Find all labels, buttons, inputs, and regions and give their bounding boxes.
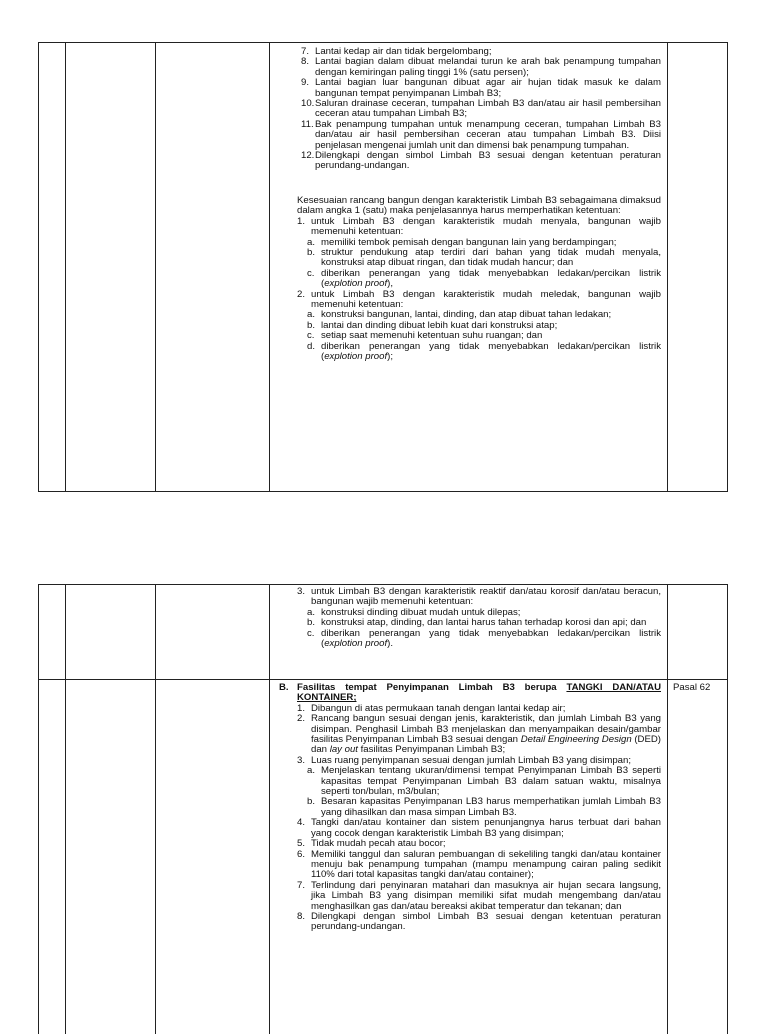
column-divider	[155, 43, 156, 491]
section-3-cell	[297, 587, 661, 649]
sub-item: a. konstruksi bangunan, lantai, dinding, dan atap dibuat tahan ledakan;	[307, 309, 612, 321]
sub-item: b. Besaran kapasitas Penyimpanan LB3 harus memperhatikan jumlah Limbah B3 yang dihasilkan dan masa simpan Limbah B3.	[307, 796, 661, 818]
sub-item: a. konstruksi dinding dibuat mudah untuk dilepas;	[307, 606, 521, 618]
column-divider	[65, 585, 66, 1034]
table-page-2	[38, 584, 728, 1034]
column-divider	[269, 585, 270, 1034]
sub-item: b. struktur pendukung atap terdiri dari bahan yang tidak mudah menyala, konstruksi atap dibuat ringan, dan tidak mudah hancur; dan	[307, 246, 661, 269]
section-3: 3. untuk Limbah B3 dengan karakteristik reaktif dan/atau korosif dan/atau beracun, bangunan wajib memenuhi ketentuan:	[297, 586, 661, 608]
list-item: 1. Dibangun di atas permukaan tanah dengan lantai kedap air;	[297, 702, 566, 714]
sub-item: a. memiliki tembok pemisah dengan bangunan lain yang berdampingan;	[307, 236, 617, 248]
list-item: 12. Dilengkapi dengan simbol Limbah B3 sesuai dengan ketentuan peraturan perundang-undangan.	[301, 150, 661, 172]
section-2: 2. untuk Limbah B3 dengan karakteristik mudah meledak, bangunan wajib memenuhi ketentuan:	[297, 288, 661, 310]
section-2-subitems	[297, 310, 661, 362]
sub-item: b. lantai dan dinding dibuat lebih kuat dari konstruksi atap;	[307, 319, 558, 331]
list-item: 8. Lantai bagian dalam dibuat melandai turun ke arah bak penampung tumpahan dengan kemiringan paling tinggi 1% (satu persen);	[301, 56, 661, 78]
column-divider	[155, 585, 156, 1034]
list-item: 9. Lantai bagian luar bangunan dibuat agar air hujan tidak masuk ke dalam bangunan tempat penyimpanan Limbah B3;	[301, 77, 661, 99]
intro-paragraph: Kesesuaian rancang bangun dengan karakteristik Limbah B3 sebagaimana dimaksud dalam angka 1 (satu) maka penjelasannya harus memperhatikan ketentuan:	[297, 194, 661, 217]
sub-item: c. setiap saat memenuhi ketentuan suhu ruangan; dan	[307, 330, 543, 342]
sub-item: a. Menjelaskan tentang ukuran/dimensi tempat Penyimpanan Limbah B3 seperti kapasitas tempat Penyimpanan Limbah B3 dalam satuan waktu, misalnya seperti ton/bulan, m3/bulan;	[307, 765, 661, 798]
list-items-7-12	[297, 47, 661, 172]
list-item: 6. Memiliki tanggul dan saluran pembuangan di sekeliling tangki dan/atau kontainer menuju bak penampung tumpahan (mampu menampung cairan paling sedikit 110% dari total kapasitas tangki dan/atau container);	[297, 848, 661, 881]
requirements-cell	[297, 47, 661, 362]
list-item: 3. Luas ruang penyimpanan sesuai dengan jumlah Limbah B3 yang disimpan;	[297, 754, 632, 766]
list-item: 10. Saluran drainase ceceran, tumpahan Limbah B3 dan/atau air hasil pembersihan ceceran atau tumpahan Limbah B3;	[301, 98, 661, 120]
section-b-cell	[279, 683, 661, 933]
column-divider	[65, 43, 66, 491]
section-1: 1. untuk Limbah B3 dengan karakteristik mudah menyala, bangunan wajib memenuhi ketentuan:	[297, 215, 661, 238]
column-divider	[667, 43, 668, 491]
list-item: 2. Rancang bangun sesuai dengan jenis, karakteristik, dan jumlah Limbah B3 yang disimpan. Penghasil Limbah B3 menjelaskan dan menyampaikan desain/gambar fasilitas Penyimpanan Limbah B3 sesuai dengan Detail Engineering Design (DED) dan lay out fasilitas Penyimpanan Limbah B3;	[297, 713, 661, 756]
section-b-heading: B. Fasilitas tempat Penyimpanan Limbah B3 berupa TANGKI DAN/ATAU KONTAINER;	[279, 682, 661, 704]
list-item: 8. Dilengkapi dengan simbol Limbah B3 sesuai dengan ketentuan peraturan perundang-undangan.	[297, 910, 661, 933]
column-divider	[269, 43, 270, 491]
column-divider	[667, 585, 668, 1034]
section-1-subitems	[297, 238, 661, 290]
list-item: 7. Lantai kedap air dan tidak bergelombang;	[301, 46, 492, 57]
table-page-1	[38, 42, 728, 492]
sub-item: d. diberikan penerangan yang tidak menyebabkan ledakan/percikan listrik (explotion proof);	[307, 340, 661, 362]
list-item: 5. Tidak mudah pecah atau bocor;	[297, 838, 446, 850]
list-item: 4. Tangki dan/atau kontainer dan sistem penunjangnya harus terbuat dari bahan yang cocok dengan karakteristik Limbah B3 yang disimpan;	[297, 817, 661, 839]
legal-reference: Pasal 62	[673, 682, 711, 693]
list-item: 11. Bak penampung tumpahan untuk menampung ceceran, tumpahan Limbah B3 dan/atau air hasil pembersihan ceceran atau tumpahan Limbah B3. Diisi penjelasan mengenai jumlah unit dan dimensi bak penampung tumpahan.	[301, 118, 661, 151]
sub-item: b. konstruksi atap, dinding, dan lantai harus tahan terhadap korosi dan api; dan	[307, 617, 647, 629]
sub-item: c. diberikan penerangan yang tidak menyebabkan ledakan/percikan listrik (explotion proof),	[307, 267, 661, 290]
section-3-subitems	[297, 608, 661, 650]
row-divider	[39, 679, 727, 680]
list-item: 7. Terlindung dari penyinaran matahari dan masuknya air hujan secara langsung, jika Limbah B3 yang disimpan memiliki sifat mudah mengembang dan/atau menghasilkan gas dan/atau bereaksi akibat temperatur dan tekanan; dan	[297, 879, 661, 912]
section-b-items	[279, 704, 661, 933]
sub-item: c. diberikan penerangan yang tidak menyebabkan ledakan/percikan listrik (explotion proof).	[307, 627, 661, 650]
